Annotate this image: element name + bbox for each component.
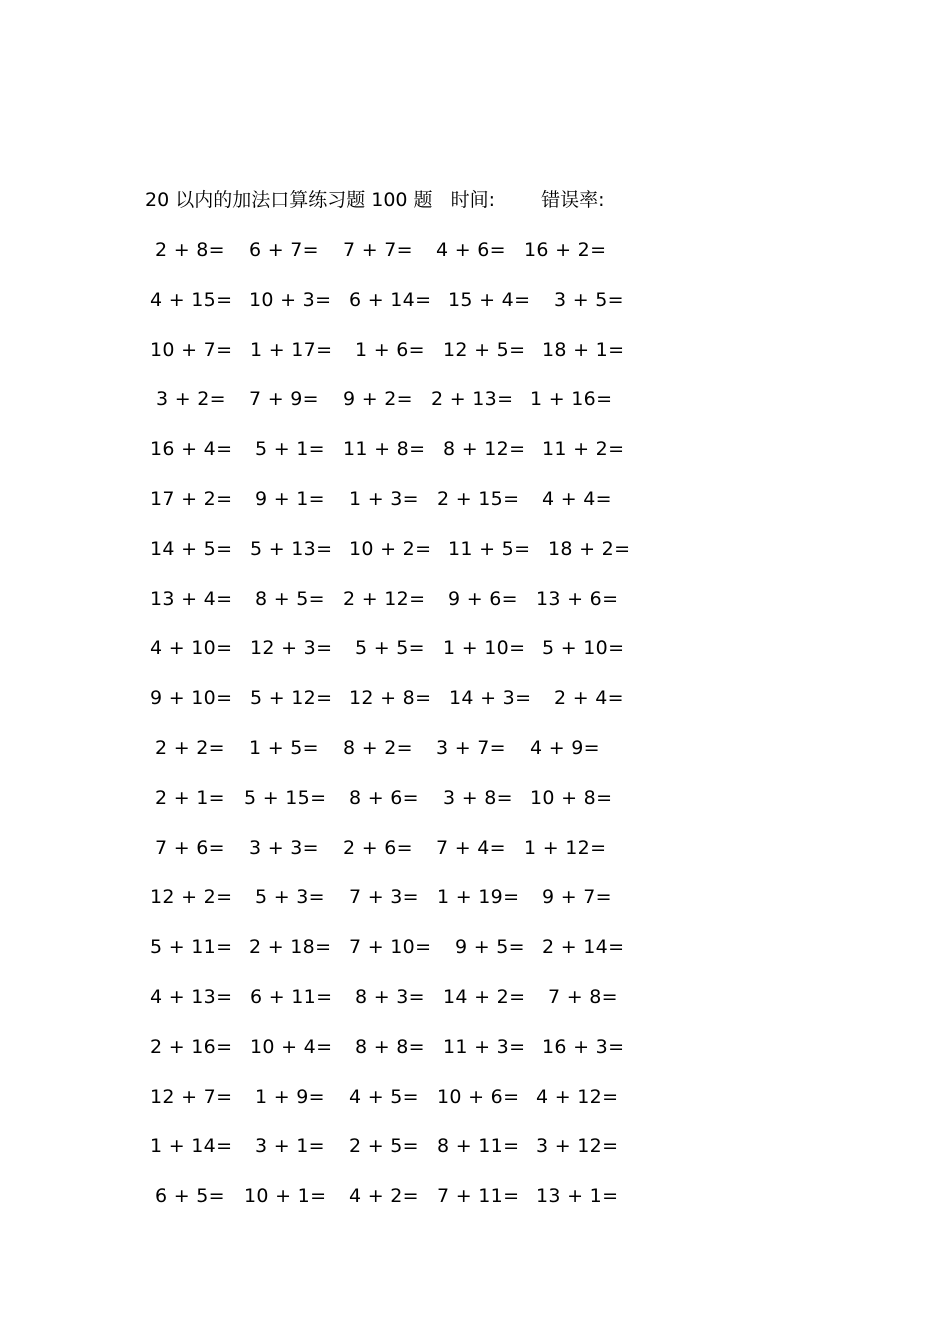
problem-item: 8 + 5= [255,588,325,610]
problem-item: 5 + 10= [542,637,625,659]
problem-item: 7 + 4= [436,837,506,859]
problem-item: 2 + 16= [150,1036,233,1058]
problem-item: 17 + 2= [150,488,233,510]
problem-item: 8 + 12= [443,438,526,460]
problem-item: 4 + 2= [349,1185,419,1207]
time-label: 时间: [450,189,496,211]
problem-item: 10 + 4= [250,1036,333,1058]
error-rate-label: 错误率: [541,189,605,211]
problem-item: 10 + 3= [249,289,332,311]
problem-item: 9 + 5= [455,936,525,958]
problem-item: 5 + 11= [150,936,233,958]
problem-item: 2 + 12= [343,588,426,610]
problem-item: 7 + 6= [155,837,225,859]
problem-item: 16 + 3= [542,1036,625,1058]
problem-item: 15 + 4= [448,289,531,311]
problem-item: 13 + 4= [150,588,233,610]
problem-item: 8 + 2= [343,737,413,759]
problem-item: 7 + 3= [349,886,419,908]
problem-item: 8 + 3= [355,986,425,1008]
problem-item: 2 + 14= [542,936,625,958]
problem-item: 4 + 5= [349,1086,419,1108]
problem-item: 6 + 5= [155,1185,225,1207]
problem-item: 1 + 9= [255,1086,325,1108]
problem-item: 11 + 8= [343,438,426,460]
problem-item: 6 + 11= [250,986,333,1008]
problem-item: 1 + 6= [355,339,425,361]
problem-item: 16 + 2= [524,239,607,261]
worksheet-header [145,186,604,214]
problem-item: 2 + 2= [155,737,225,759]
problem-item: 2 + 1= [155,787,225,809]
problem-item: 10 + 7= [150,339,233,361]
problem-item: 7 + 9= [249,388,319,410]
problem-item: 7 + 8= [548,986,618,1008]
problem-item: 6 + 7= [249,239,319,261]
problem-item: 14 + 5= [150,538,233,560]
problem-item: 3 + 1= [255,1135,325,1157]
problem-item: 1 + 5= [249,737,319,759]
problem-item: 1 + 12= [524,837,607,859]
problem-item: 8 + 6= [349,787,419,809]
problem-item: 11 + 5= [448,538,531,560]
problem-item: 9 + 6= [448,588,518,610]
problem-item: 9 + 1= [255,488,325,510]
problem-item: 1 + 10= [443,637,526,659]
problem-item: 13 + 6= [536,588,619,610]
problem-item: 3 + 5= [554,289,624,311]
problem-item: 6 + 14= [349,289,432,311]
problem-item: 11 + 3= [443,1036,526,1058]
problem-item: 18 + 2= [548,538,631,560]
problem-item: 2 + 18= [249,936,332,958]
problem-item: 3 + 7= [436,737,506,759]
problem-item: 2 + 6= [343,837,413,859]
problem-item: 4 + 4= [542,488,612,510]
problem-item: 4 + 13= [150,986,233,1008]
problem-item: 9 + 10= [150,687,233,709]
problem-item: 3 + 3= [249,837,319,859]
problem-item: 1 + 16= [530,388,613,410]
problem-item: 1 + 14= [150,1135,233,1157]
problem-item: 11 + 2= [542,438,625,460]
problem-item: 9 + 7= [542,886,612,908]
problem-item: 10 + 2= [349,538,432,560]
problem-item: 7 + 10= [349,936,432,958]
problem-item: 2 + 8= [155,239,225,261]
problem-item: 14 + 3= [449,687,532,709]
problem-item: 4 + 10= [150,637,233,659]
problem-item: 4 + 15= [150,289,233,311]
problem-item: 5 + 3= [255,886,325,908]
problem-item: 2 + 5= [349,1135,419,1157]
problem-item: 12 + 3= [250,637,333,659]
problem-item: 3 + 8= [443,787,513,809]
problem-item: 14 + 2= [443,986,526,1008]
problem-item: 4 + 12= [536,1086,619,1108]
problem-item: 8 + 8= [355,1036,425,1058]
worksheet-title: 20 以内的加法口算练习题 100 题 [145,189,433,211]
problem-item: 4 + 9= [530,737,600,759]
problem-item: 1 + 17= [250,339,333,361]
problem-item: 7 + 7= [343,239,413,261]
problem-item: 12 + 5= [443,339,526,361]
problem-item: 1 + 19= [437,886,520,908]
problem-item: 5 + 13= [250,538,333,560]
problem-item: 5 + 1= [255,438,325,460]
problem-item: 13 + 1= [536,1185,619,1207]
problem-item: 12 + 7= [150,1086,233,1108]
problem-item: 9 + 2= [343,388,413,410]
problem-item: 2 + 13= [431,388,514,410]
problem-item: 2 + 15= [437,488,520,510]
problem-item: 5 + 15= [244,787,327,809]
problem-item: 10 + 1= [244,1185,327,1207]
problem-item: 5 + 5= [355,637,425,659]
problem-item: 2 + 4= [554,687,624,709]
problem-item: 10 + 6= [437,1086,520,1108]
problem-item: 3 + 12= [536,1135,619,1157]
problem-item: 5 + 12= [250,687,333,709]
problem-item: 8 + 11= [437,1135,520,1157]
problem-item: 1 + 3= [349,488,419,510]
problem-item: 10 + 8= [530,787,613,809]
problem-item: 12 + 8= [349,687,432,709]
problem-item: 7 + 11= [437,1185,520,1207]
problem-item: 4 + 6= [436,239,506,261]
problem-item: 12 + 2= [150,886,233,908]
problem-item: 16 + 4= [150,438,233,460]
problem-item: 3 + 2= [156,388,226,410]
problem-item: 18 + 1= [542,339,625,361]
